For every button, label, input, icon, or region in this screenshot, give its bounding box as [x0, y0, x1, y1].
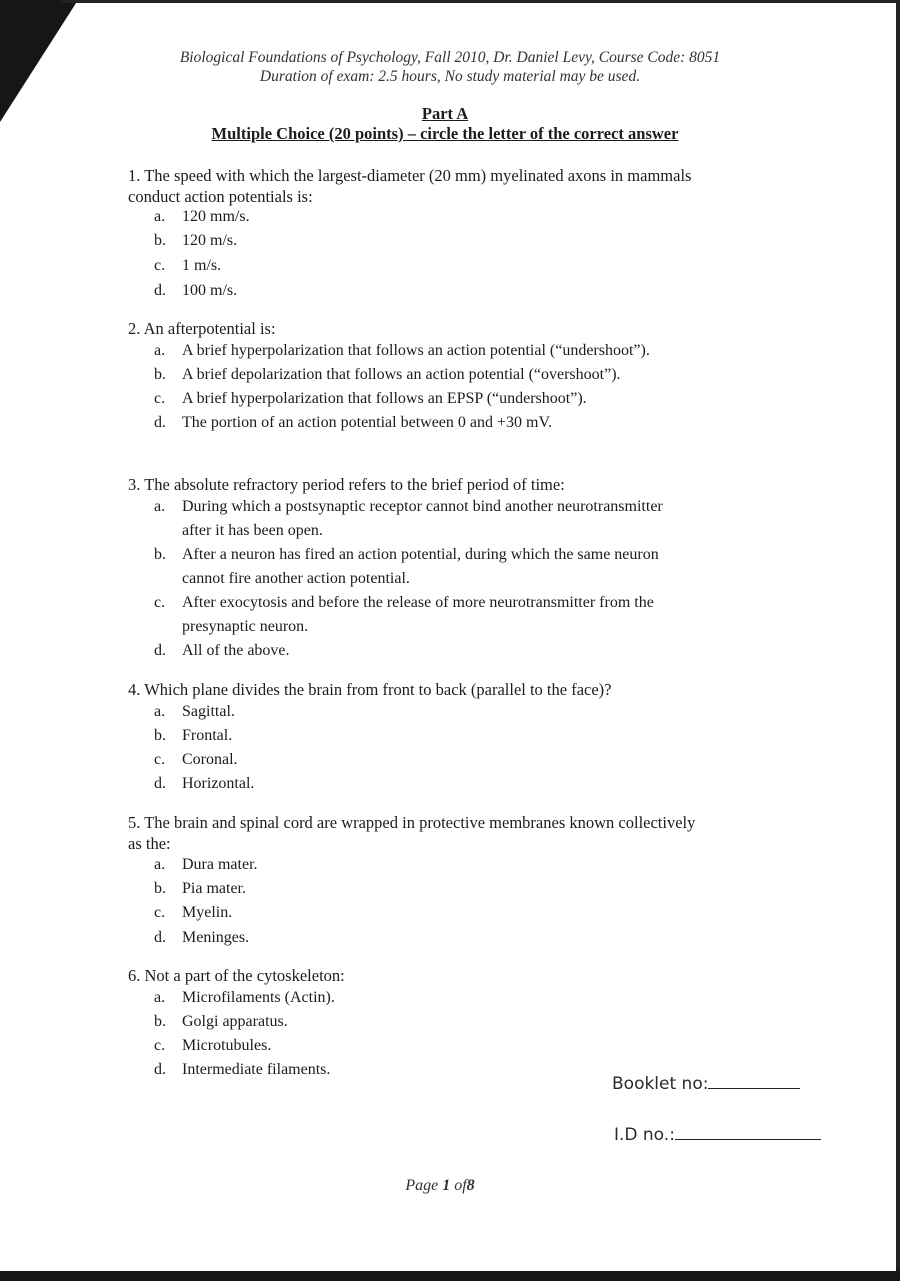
option-text: After exocytosis and before the release of more neurotransmitter from the: [182, 594, 654, 611]
scan-edge-bottom: [0, 1271, 900, 1281]
page-number: [0, 1177, 880, 1195]
question-text: conduct action potentials is:: [128, 187, 313, 206]
option-letter[interactable]: a.: [154, 989, 166, 1006]
option-letter[interactable]: d.: [154, 642, 166, 659]
option-text: Sagittal.: [182, 703, 235, 720]
question-text: 4. Which plane divides the brain from front to back (parallel to the face)?: [128, 680, 612, 699]
option-text: A brief depolarization that follows an action potential (“overshoot”).: [182, 366, 621, 383]
question-text: as the:: [128, 834, 171, 853]
option-text: Microfilaments (Actin).: [182, 989, 335, 1006]
exam-duration: Duration of exam: 2.5 hours, No study material may be used.: [259, 68, 641, 85]
option-text: Horizontal.: [182, 775, 255, 792]
option-text: All of the above.: [182, 642, 290, 659]
question-text: 5. The brain and spinal cord are wrapped in protective membranes known collectively: [128, 813, 696, 832]
option-text: Meninges.: [182, 929, 250, 946]
option-text: 100 m/s.: [182, 282, 238, 299]
option-letter[interactable]: a.: [154, 498, 166, 515]
id-number-line[interactable]: [675, 1125, 821, 1140]
option-letter[interactable]: a.: [154, 208, 166, 225]
option-text: A brief hyperpolarization that follows an EPSP (“undershoot”).: [182, 390, 587, 407]
option-letter[interactable]: b.: [154, 232, 166, 249]
option-letter[interactable]: d.: [154, 1061, 166, 1078]
option-letter[interactable]: b.: [154, 1013, 166, 1030]
booklet-number-field[interactable]: [612, 1074, 800, 1094]
option-letter[interactable]: c.: [154, 257, 166, 274]
option-letter[interactable]: b.: [154, 366, 166, 383]
option-letter[interactable]: a.: [154, 342, 166, 359]
option-text: 120 mm/s.: [182, 208, 250, 225]
question-text: 1. The speed with which the largest-diameter (20 mm) myelinated axons in mammals: [128, 166, 692, 185]
option-text: after it has been open.: [182, 522, 323, 539]
page-current: 1: [442, 1177, 451, 1194]
question-text: 2. An afterpotential is:: [128, 319, 276, 338]
option-text: 120 m/s.: [182, 232, 238, 249]
option-text: Coronal.: [182, 751, 238, 768]
option-text: Frontal.: [182, 727, 233, 744]
page-prefix: Page: [405, 1177, 439, 1194]
option-text: Intermediate filaments.: [182, 1061, 331, 1078]
booklet-number-line[interactable]: [708, 1074, 800, 1089]
course-header: Biological Foundations of Psychology, Fall 2010, Dr. Daniel Levy, Course Code: 8051: [179, 49, 721, 66]
page-total: 8: [466, 1177, 475, 1194]
option-text: After a neuron has fired an action potential, during which the same neuron: [182, 546, 659, 563]
scan-edge-right: [896, 0, 900, 1281]
option-letter[interactable]: a.: [154, 856, 166, 873]
option-text: Microtubules.: [182, 1037, 272, 1054]
option-letter[interactable]: c.: [154, 751, 166, 768]
option-text: Pia mater.: [182, 880, 246, 897]
option-letter[interactable]: d.: [154, 414, 166, 431]
option-text: Dura mater.: [182, 856, 258, 873]
page-of: of: [454, 1177, 467, 1194]
booklet-number-label: Booklet no:: [612, 1074, 709, 1094]
option-text: During which a postsynaptic receptor cannot bind another neurotransmitter: [182, 498, 663, 515]
option-letter[interactable]: c.: [154, 1037, 166, 1054]
option-text: 1 m/s.: [182, 257, 222, 274]
part-title: Part A: [421, 104, 469, 123]
option-letter[interactable]: b.: [154, 546, 166, 563]
option-letter[interactable]: c.: [154, 904, 166, 921]
option-letter[interactable]: d.: [154, 929, 166, 946]
question-text: 6. Not a part of the cytoskeleton:: [128, 966, 345, 985]
option-letter[interactable]: b.: [154, 727, 166, 744]
option-letter[interactable]: c.: [154, 390, 166, 407]
scan-edge-top: [60, 0, 900, 3]
question-text: 3. The absolute refractory period refers to the brief period of time:: [128, 475, 565, 494]
id-number-field[interactable]: [614, 1125, 821, 1145]
part-instructions: Multiple Choice (20 points) – circle the letter of the correct answer: [211, 124, 679, 143]
option-letter[interactable]: d.: [154, 775, 166, 792]
option-letter[interactable]: c.: [154, 594, 166, 611]
option-text: The portion of an action potential between 0 and +30 mV.: [182, 414, 552, 431]
option-text: presynaptic neuron.: [182, 618, 309, 635]
option-text: Myelin.: [182, 904, 233, 921]
option-letter[interactable]: d.: [154, 282, 166, 299]
option-letter[interactable]: b.: [154, 880, 166, 897]
option-letter[interactable]: a.: [154, 703, 166, 720]
option-text: cannot fire another action potential.: [182, 570, 410, 587]
option-text: A brief hyperpolarization that follows an action potential (“undershoot”).: [182, 342, 650, 359]
option-text: Golgi apparatus.: [182, 1013, 288, 1030]
id-number-label: I.D no.:: [614, 1125, 675, 1145]
